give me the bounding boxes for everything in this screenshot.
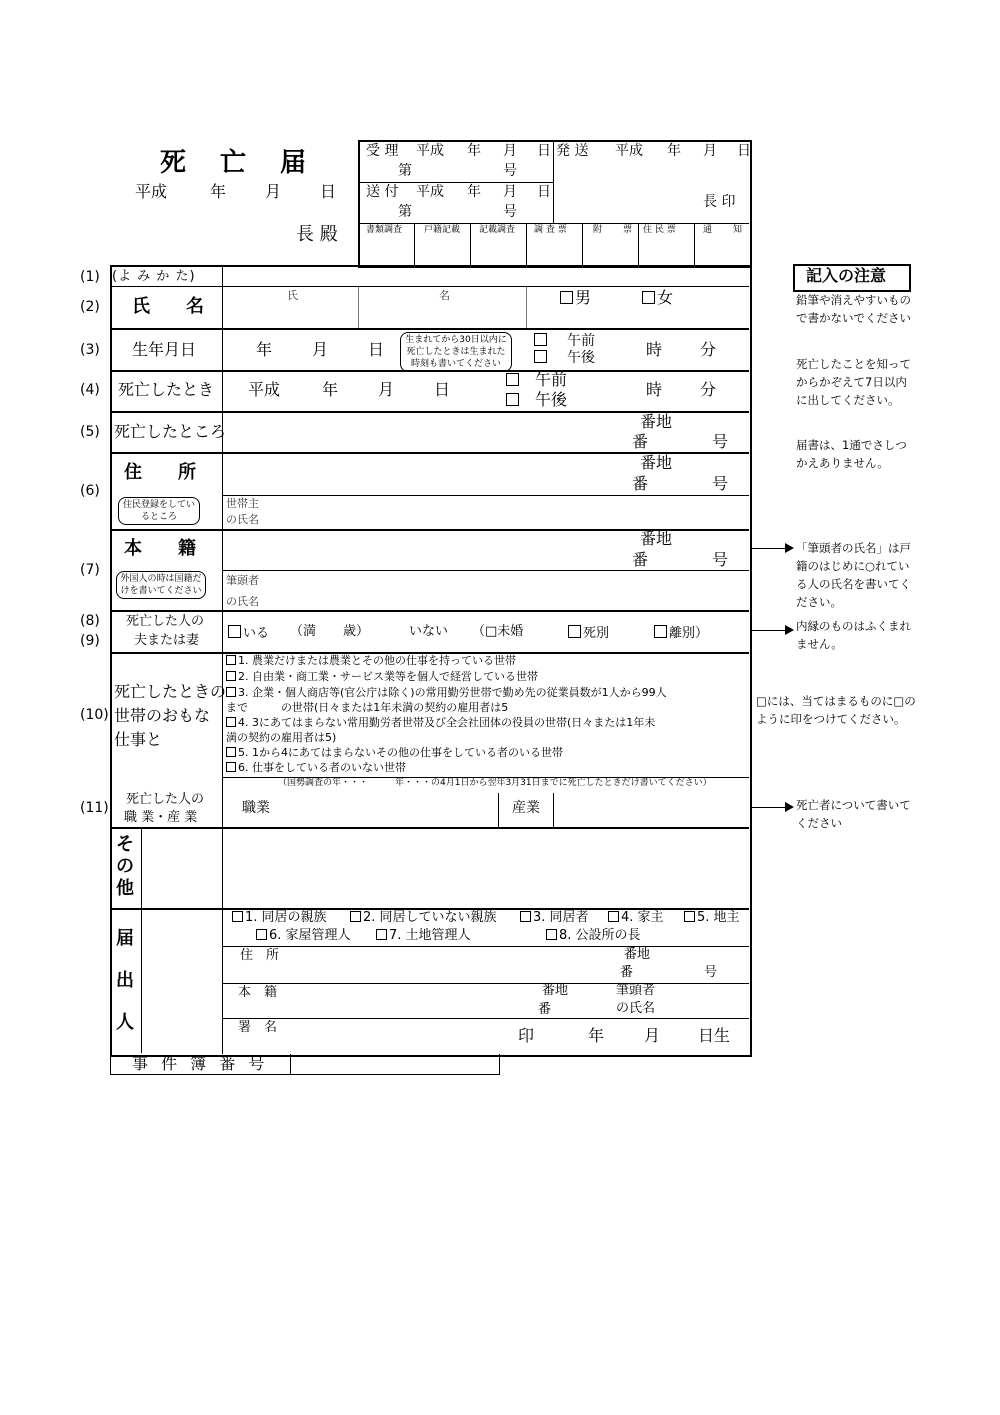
informant-hittou-label: 筆頭者 — [616, 983, 656, 998]
informant-honseki-label: 本 籍 — [238, 985, 278, 1000]
other-label-2: の — [116, 856, 134, 877]
row9-number: (9) — [80, 633, 100, 649]
informant-label-3: 人 — [116, 1012, 134, 1033]
rel-checkbox-5[interactable] — [684, 911, 695, 922]
death-month-unit: 月 — [378, 380, 395, 399]
honseki-banchi: 番地 — [640, 529, 673, 548]
address-banchi: 番地 — [640, 453, 673, 472]
occ-checkbox-1[interactable] — [226, 655, 236, 665]
bereaved-checkbox[interactable] — [568, 625, 581, 638]
occ-option-3-cont: まで の世帯(日々または1年未満の契約の雇用者は5 — [226, 701, 509, 714]
sex-female-option[interactable]: 女 — [642, 290, 673, 306]
signature-input[interactable] — [300, 1022, 510, 1050]
note-deceased: 死亡者について書いてください — [796, 798, 911, 830]
address-input[interactable] — [226, 458, 626, 490]
receipt-box — [358, 140, 752, 268]
row2-number: (2) — [80, 299, 100, 315]
honseki-bracket-note: 外国人の時は国籍だけを書いてください — [116, 571, 206, 599]
death-year-unit: 年 — [322, 380, 339, 399]
rel-option-6[interactable]: 6. 家屋管理人 — [256, 929, 351, 942]
signature-label: 署 名 — [238, 1020, 278, 1035]
birth-day-unit: 日 — [368, 340, 385, 359]
informant-honseki-ban: 番 — [538, 1002, 552, 1017]
birth-minute-unit: 分 — [700, 340, 717, 359]
rel-checkbox-7[interactable] — [376, 929, 387, 940]
occ-option-4[interactable]: 4. 3にあてはまらない常用勤労者世帯及び全会社団体の役員の世帯(日々または1年未 — [226, 717, 655, 728]
informant-label-1: 届 — [116, 928, 134, 949]
honseki-ban: 番 — [632, 550, 649, 569]
birth-am-checkbox[interactable] — [534, 333, 547, 346]
name-label: 氏 名 — [132, 296, 204, 317]
spouse-yes-checkbox[interactable] — [228, 625, 241, 638]
honseki-label: 本 籍 — [124, 538, 196, 559]
birth-pm-option[interactable]: 午後 — [534, 350, 595, 365]
rel-option-2[interactable]: 2. 同居していない親族 — [350, 911, 497, 924]
occ-option-4-cont: 満の契約の雇用者は5) — [226, 731, 337, 744]
death-place-banchi: 番地 — [640, 412, 673, 431]
death-time-label: 死亡したとき — [118, 380, 215, 399]
row8-number: (8) — [80, 613, 100, 629]
death-day-unit: 日 — [434, 380, 451, 399]
row6-number: (6) — [80, 483, 100, 499]
deceased-job-label2: 職 業・産 業 — [124, 810, 198, 825]
family-name-sublabel: 氏 — [287, 289, 298, 302]
informant-honseki-banchi: 番地 — [542, 983, 569, 998]
spouse-age-suffix: 歳） — [343, 624, 370, 639]
addressee: 長 殿 — [296, 224, 338, 245]
household-head-label2: の氏名 — [226, 513, 259, 526]
occupation-label3: 仕事と — [114, 730, 163, 749]
informant-banchi: 番地 — [624, 947, 651, 962]
other-label-3: 他 — [116, 878, 134, 899]
occ-option-1[interactable]: 1. 農業だけまたは農業とその他の仕事を持っている世帯 — [226, 655, 516, 666]
rel-checkbox-3[interactable] — [520, 911, 531, 922]
spouse-yes-option[interactable]: いる — [228, 625, 269, 640]
death-minute-unit: 分 — [700, 380, 717, 399]
note-family-head: 「筆頭者の氏名」は戸籍のはじめに○れている人の氏名を書いてください。 — [796, 541, 911, 609]
address-go: 号 — [712, 474, 729, 493]
household-head-input[interactable] — [280, 500, 740, 526]
rel-option-1[interactable]: 1. 同居の親族 — [232, 911, 327, 924]
divorced-checkbox[interactable] — [654, 625, 667, 638]
row10-number: (10) — [80, 707, 109, 723]
occ-option-2[interactable]: 2. 自由業・商工業・サービス業等を個人で経営している世帯 — [226, 671, 538, 682]
rel-option-7[interactable]: 7. 土地管理人 — [376, 929, 471, 942]
note-copies: 届書は、1通でさしつかえありません。 — [796, 438, 907, 470]
informant-birth-month: 月 — [644, 1026, 661, 1045]
note-pencil: 鉛筆や消えやすいもので書かないでください — [796, 293, 911, 325]
male-checkbox[interactable] — [560, 291, 573, 304]
informant-ban: 番 — [620, 965, 634, 980]
rel-checkbox-6[interactable] — [256, 929, 267, 940]
female-checkbox[interactable] — [642, 291, 655, 304]
job-input[interactable] — [290, 795, 494, 825]
birth-am-option[interactable]: 午前 — [534, 333, 595, 348]
row1-number: (1) — [80, 269, 100, 285]
address-ban: 番 — [632, 474, 649, 493]
death-place-label: 死亡したところ — [114, 422, 227, 441]
row3-number: (3) — [80, 342, 100, 358]
deceased-job-label1: 死亡した人の — [126, 792, 205, 807]
death-am-option[interactable]: 午前 — [506, 372, 567, 388]
occ-checkbox-6[interactable] — [226, 762, 236, 772]
birth-pm-checkbox[interactable] — [534, 350, 547, 363]
spouse-divorced-option[interactable]: 離別） — [654, 625, 708, 640]
family-head-input[interactable] — [280, 575, 740, 605]
occ-checkbox-4[interactable] — [226, 717, 236, 727]
informant-go: 号 — [704, 965, 718, 980]
furigana-input[interactable] — [224, 268, 746, 285]
death-place-input[interactable] — [226, 416, 626, 448]
case-number-label: 事 件 簿 番 号 — [132, 1054, 269, 1073]
job-label: 職業 — [242, 800, 270, 816]
rel-option-4[interactable]: 4. 家主 — [608, 911, 664, 924]
death-am-checkbox[interactable] — [506, 373, 519, 386]
family-head-label2: の氏名 — [226, 595, 259, 608]
note-checkbox: □には、当てはまるものに□のように印をつけてください。 — [756, 694, 916, 726]
sex-male-option[interactable]: 男 — [560, 290, 591, 306]
row5-number: (5) — [80, 424, 100, 440]
occ-option-6[interactable]: 6. 仕事をしている者のいない世帯 — [226, 762, 406, 773]
birth-month-unit: 月 — [312, 340, 329, 359]
death-hour-unit: 時 — [646, 380, 663, 399]
rel-checkbox-1[interactable] — [232, 911, 243, 922]
rel-option-3[interactable]: 3. 同居者 — [520, 911, 589, 924]
rel-checkbox-4[interactable] — [608, 911, 619, 922]
informant-address-input[interactable] — [300, 950, 610, 980]
row7-number: (7) — [80, 562, 100, 578]
other-label-1: そ — [116, 834, 134, 855]
family-head-label: 筆頭者 — [226, 574, 259, 587]
spouse-label2: 夫または妻 — [134, 633, 200, 648]
case-number-input[interactable] — [294, 1056, 494, 1072]
industry-label: 産業 — [512, 800, 540, 816]
rel-option-8[interactable]: 8. 公設所の長 — [546, 929, 641, 942]
spouse-unmarried-option[interactable]: （□未婚 — [472, 624, 524, 639]
spouse-bereaved-option[interactable]: 死別 — [568, 625, 609, 640]
occupation-label2: 世帯のおもな — [114, 706, 211, 725]
occ-option-5[interactable]: 5. 1から4にあてはまらないその他の仕事をしている者のいる世帯 — [226, 747, 563, 758]
spouse-age-prefix: （満 — [290, 624, 317, 639]
note-common-law: 内縁のものはふくまれません。 — [796, 619, 911, 651]
birth-time-note: 生まれてから30日以内に死亡したときは生まれた時刻も書いてください — [400, 332, 512, 372]
rel-checkbox-8[interactable] — [546, 929, 557, 940]
birth-hour-unit: 時 — [646, 340, 663, 359]
honseki-input[interactable] — [226, 534, 626, 566]
household-head-label: 世帯主 — [226, 497, 259, 510]
given-name-input[interactable] — [362, 304, 522, 324]
death-place-ban: 番 — [632, 432, 649, 451]
row11-number: (11) — [80, 800, 109, 816]
given-name-sublabel: 名 — [439, 289, 450, 302]
occ-checkbox-2[interactable] — [226, 671, 236, 681]
death-era: 平成 — [248, 380, 281, 399]
occ-checkbox-5[interactable] — [226, 747, 236, 757]
informant-birth-day: 日生 — [698, 1026, 731, 1045]
seal-label: 印 — [518, 1026, 535, 1045]
address-bracket-note: 住民登録をしているところ — [118, 497, 200, 525]
family-name-input[interactable] — [226, 304, 354, 324]
other-input[interactable] — [226, 832, 744, 904]
form-title: 死 亡 届 — [160, 148, 311, 178]
note-deadline: 死亡したことを知ってからかぞえて7日以内に出してください。 — [796, 357, 911, 407]
rel-option-5[interactable]: 5. 地主 — [684, 911, 740, 924]
census-note: （国勢調査の年・・・ 年・・・の4月1日から翌年3月31日までに死亡したときだけ書いてください） — [278, 778, 712, 788]
death-place-go: 号 — [712, 432, 729, 451]
address-label: 住 所 — [124, 462, 196, 483]
death-pm-checkbox[interactable] — [506, 393, 519, 406]
spouse-label1: 死亡した人の — [126, 614, 205, 629]
notes-title: 記入の注意 — [806, 266, 887, 285]
informant-label-2: 出 — [116, 970, 134, 991]
birth-year-unit: 年 — [256, 340, 273, 359]
informant-birth-year: 年 — [588, 1026, 605, 1045]
occupation-label1: 死亡したときの — [114, 682, 227, 701]
industry-input[interactable] — [558, 795, 744, 825]
occ-option-3[interactable]: 3. 企業・個人商店等(官公庁は除く)の常用勤労世帯で勤め先の従業員数が1人から99人 — [226, 687, 667, 698]
informant-hittou-label2: の氏名 — [616, 1001, 656, 1016]
informant-honseki-input[interactable] — [300, 987, 530, 1015]
row4-number: (4) — [80, 382, 100, 398]
rel-checkbox-2[interactable] — [350, 911, 361, 922]
honseki-go: 号 — [712, 550, 729, 569]
furigana-label: (よ み か た) — [112, 269, 196, 284]
spouse-no-label: いない — [409, 624, 449, 639]
death-pm-option[interactable]: 午後 — [506, 392, 567, 408]
birthdate-label: 生年月日 — [132, 340, 197, 359]
informant-address-label: 住 所 — [240, 948, 280, 963]
occ-checkbox-3[interactable] — [226, 687, 236, 697]
